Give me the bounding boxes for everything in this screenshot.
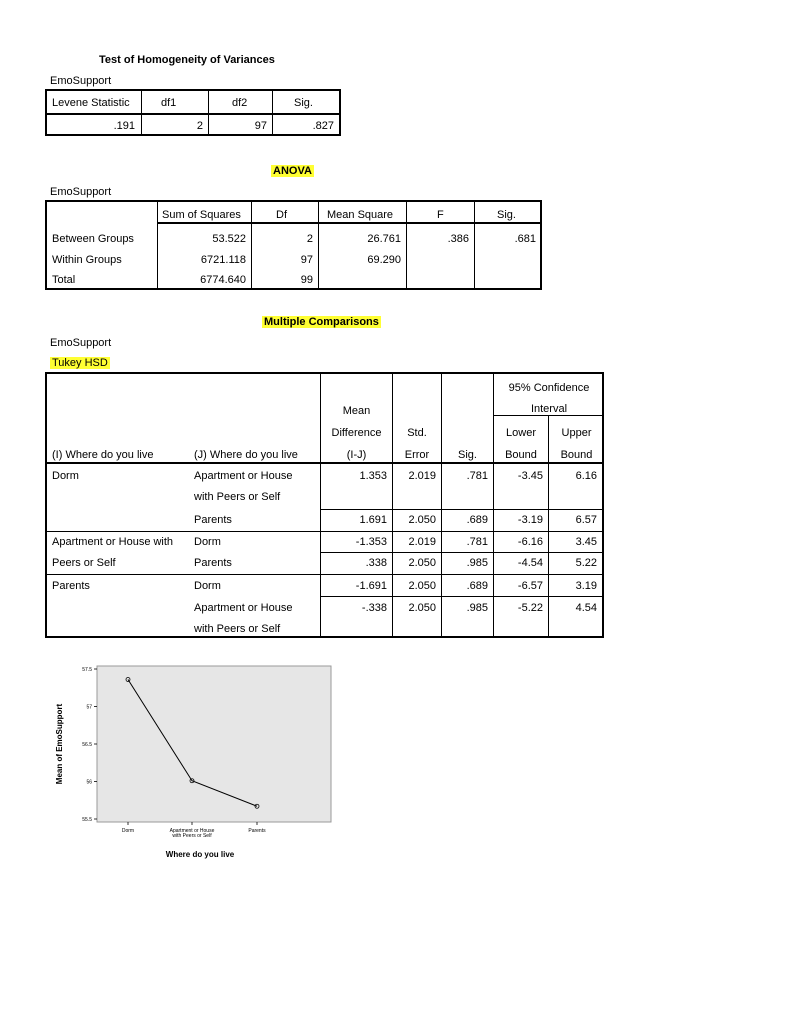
multiple-row-sig: .781 — [466, 536, 488, 548]
multiple-header-ci-1: 95% Confidence — [508, 382, 590, 394]
multiple-row-i-cont: Peers or Self — [52, 557, 116, 569]
multiple-row-j-cont: with Peers or Self — [194, 491, 281, 503]
multiple-method: Tukey HSD — [52, 357, 108, 369]
y-tick-label: 57.5 — [82, 667, 92, 673]
anova-row-label: Between Groups — [52, 233, 134, 245]
anova-header-f: F — [437, 209, 444, 221]
anova-row-df: 97 — [300, 254, 313, 266]
x-axis-label: Where do you live — [165, 850, 235, 859]
multiple-header-md-3: (I-J) — [346, 449, 367, 461]
multiple-row-lower: -5.22 — [517, 602, 543, 614]
multiple-row-se: 2.019 — [408, 470, 436, 482]
levene-header-sig: Sig. — [294, 97, 313, 109]
levene-df1-value: 2 — [196, 120, 203, 132]
multiple-header-se-2: Error — [404, 449, 430, 461]
multiple-header-lower-2: Bound — [505, 449, 537, 461]
x-tick-label: Dorm — [121, 828, 135, 834]
y-tick-label: 57 — [86, 704, 92, 711]
anova-row-df: 2 — [306, 233, 313, 245]
anova-row-label: Total — [52, 274, 76, 286]
multiple-row-j: Dorm — [194, 580, 221, 592]
anova-row-ms: 26.761 — [367, 233, 401, 245]
multiple-row-md: .338 — [365, 557, 387, 569]
multiple-row-j: Parents — [194, 514, 232, 526]
multiple-row-sig: .985 — [466, 557, 488, 569]
anova-header-ms: Mean Square — [327, 209, 394, 221]
levene-header-df2: df2 — [232, 97, 248, 109]
multiple-row-md: 1.353 — [359, 470, 387, 482]
multiple-header-upper-1: Upper — [561, 427, 592, 439]
multiple-row-lower: -3.45 — [517, 470, 543, 482]
multiple-row-lower: -6.57 — [517, 580, 543, 592]
anova-row-df: 99 — [300, 274, 313, 286]
multiple-row-j-cont: with Peers or Self — [194, 623, 281, 635]
means-plot — [40, 660, 340, 870]
anova-row-ms: 69.290 — [367, 254, 401, 266]
multiple-row-i: Parents — [52, 580, 90, 592]
levene-header-statistic: Levene Statistic — [52, 97, 130, 109]
multiple-row-se: 2.019 — [408, 536, 436, 548]
multiple-row-sig: .689 — [466, 514, 488, 526]
levene-df2-value: 97 — [254, 120, 267, 132]
multiple-title: Multiple Comparisons — [264, 316, 379, 328]
levene-variable: EmoSupport — [50, 75, 112, 87]
multiple-header-md-1: Mean — [342, 405, 371, 417]
multiple-row-sig: .985 — [466, 602, 488, 614]
multiple-header-md-2: Difference — [331, 427, 382, 439]
anova-header-ss: Sum of Squares — [162, 209, 241, 221]
multiple-row-upper: 4.54 — [575, 602, 597, 614]
anova-header-sig: Sig. — [497, 209, 516, 221]
x-tick-label: Apartment or House — [169, 828, 215, 834]
anova-row-ss: 6774.640 — [200, 274, 246, 286]
multiple-row-se: 2.050 — [408, 602, 436, 614]
anova-header-df: Df — [276, 209, 287, 221]
multiple-row-lower: -4.54 — [517, 557, 543, 569]
plot-area — [97, 666, 331, 822]
anova-row-ss: 6721.118 — [200, 254, 246, 266]
multiple-row-lower: -3.19 — [517, 514, 543, 526]
multiple-row-j: Apartment or House — [194, 602, 293, 614]
y-axis-label: Mean of EmoSupport — [55, 703, 64, 785]
multiple-header-sig: Sig. — [458, 449, 477, 461]
multiple-variable: EmoSupport — [50, 337, 112, 349]
multiple-row-se: 2.050 — [408, 514, 436, 526]
y-tick-label: 56 — [86, 779, 92, 786]
multiple-row-j: Parents — [194, 557, 232, 569]
multiple-row-md: 1.691 — [359, 514, 387, 526]
multiple-row-upper: 3.45 — [575, 536, 597, 548]
y-tick-label: 56.5 — [82, 742, 92, 748]
multiple-header-upper-2: Bound — [560, 449, 593, 461]
multiple-row-upper: 6.57 — [575, 514, 597, 526]
y-tick-label: 55.5 — [82, 817, 92, 823]
multiple-header-lower-1: Lower — [506, 427, 536, 439]
levene-header-df1: df1 — [161, 97, 177, 109]
multiple-row-sig: .689 — [466, 580, 488, 592]
anova-row-label: Within Groups — [52, 254, 122, 266]
x-tick-label: Parents — [248, 828, 266, 834]
multiple-row-upper: 5.22 — [575, 557, 597, 569]
multiple-row-lower: -6.16 — [517, 536, 543, 548]
anova-row-sig: .681 — [514, 233, 536, 245]
levene-sig-value: .827 — [312, 120, 334, 132]
anova-row-ss: 53.522 — [212, 233, 246, 245]
multiple-row-i: Dorm — [52, 470, 79, 482]
multiple-row-upper: 3.19 — [575, 580, 597, 592]
multiple-row-md: -1.353 — [355, 536, 387, 548]
multiple-row-i: Apartment or House with — [52, 536, 174, 548]
levene-statistic-value: .191 — [113, 120, 135, 132]
x-axis — [122, 822, 266, 839]
multiple-row-md: -1.691 — [355, 580, 387, 592]
multiple-row-upper: 6.16 — [575, 470, 597, 482]
anova-title: ANOVA — [273, 165, 312, 177]
multiple-row-j: Dorm — [194, 536, 221, 548]
multiple-header-ci-2: Interval — [530, 403, 568, 415]
anova-variable: EmoSupport — [50, 186, 112, 198]
multiple-row-j: Apartment or House — [194, 470, 293, 482]
multiple-row-se: 2.050 — [408, 580, 436, 592]
multiple-row-sig: .781 — [466, 470, 488, 482]
levene-title: Test of Homogeneity of Variances — [99, 54, 275, 66]
multiple-header-se-1: Std. — [407, 427, 427, 439]
multiple-header-j: (J) Where do you live — [194, 449, 298, 461]
multiple-header-i: (I) Where do you live — [52, 449, 154, 461]
multiple-row-se: 2.050 — [408, 557, 436, 569]
x-tick-label: with Peers or Self — [172, 833, 212, 839]
anova-row-f: .386 — [447, 233, 469, 245]
multiple-row-md: -.338 — [361, 602, 387, 614]
y-axis — [82, 667, 97, 823]
